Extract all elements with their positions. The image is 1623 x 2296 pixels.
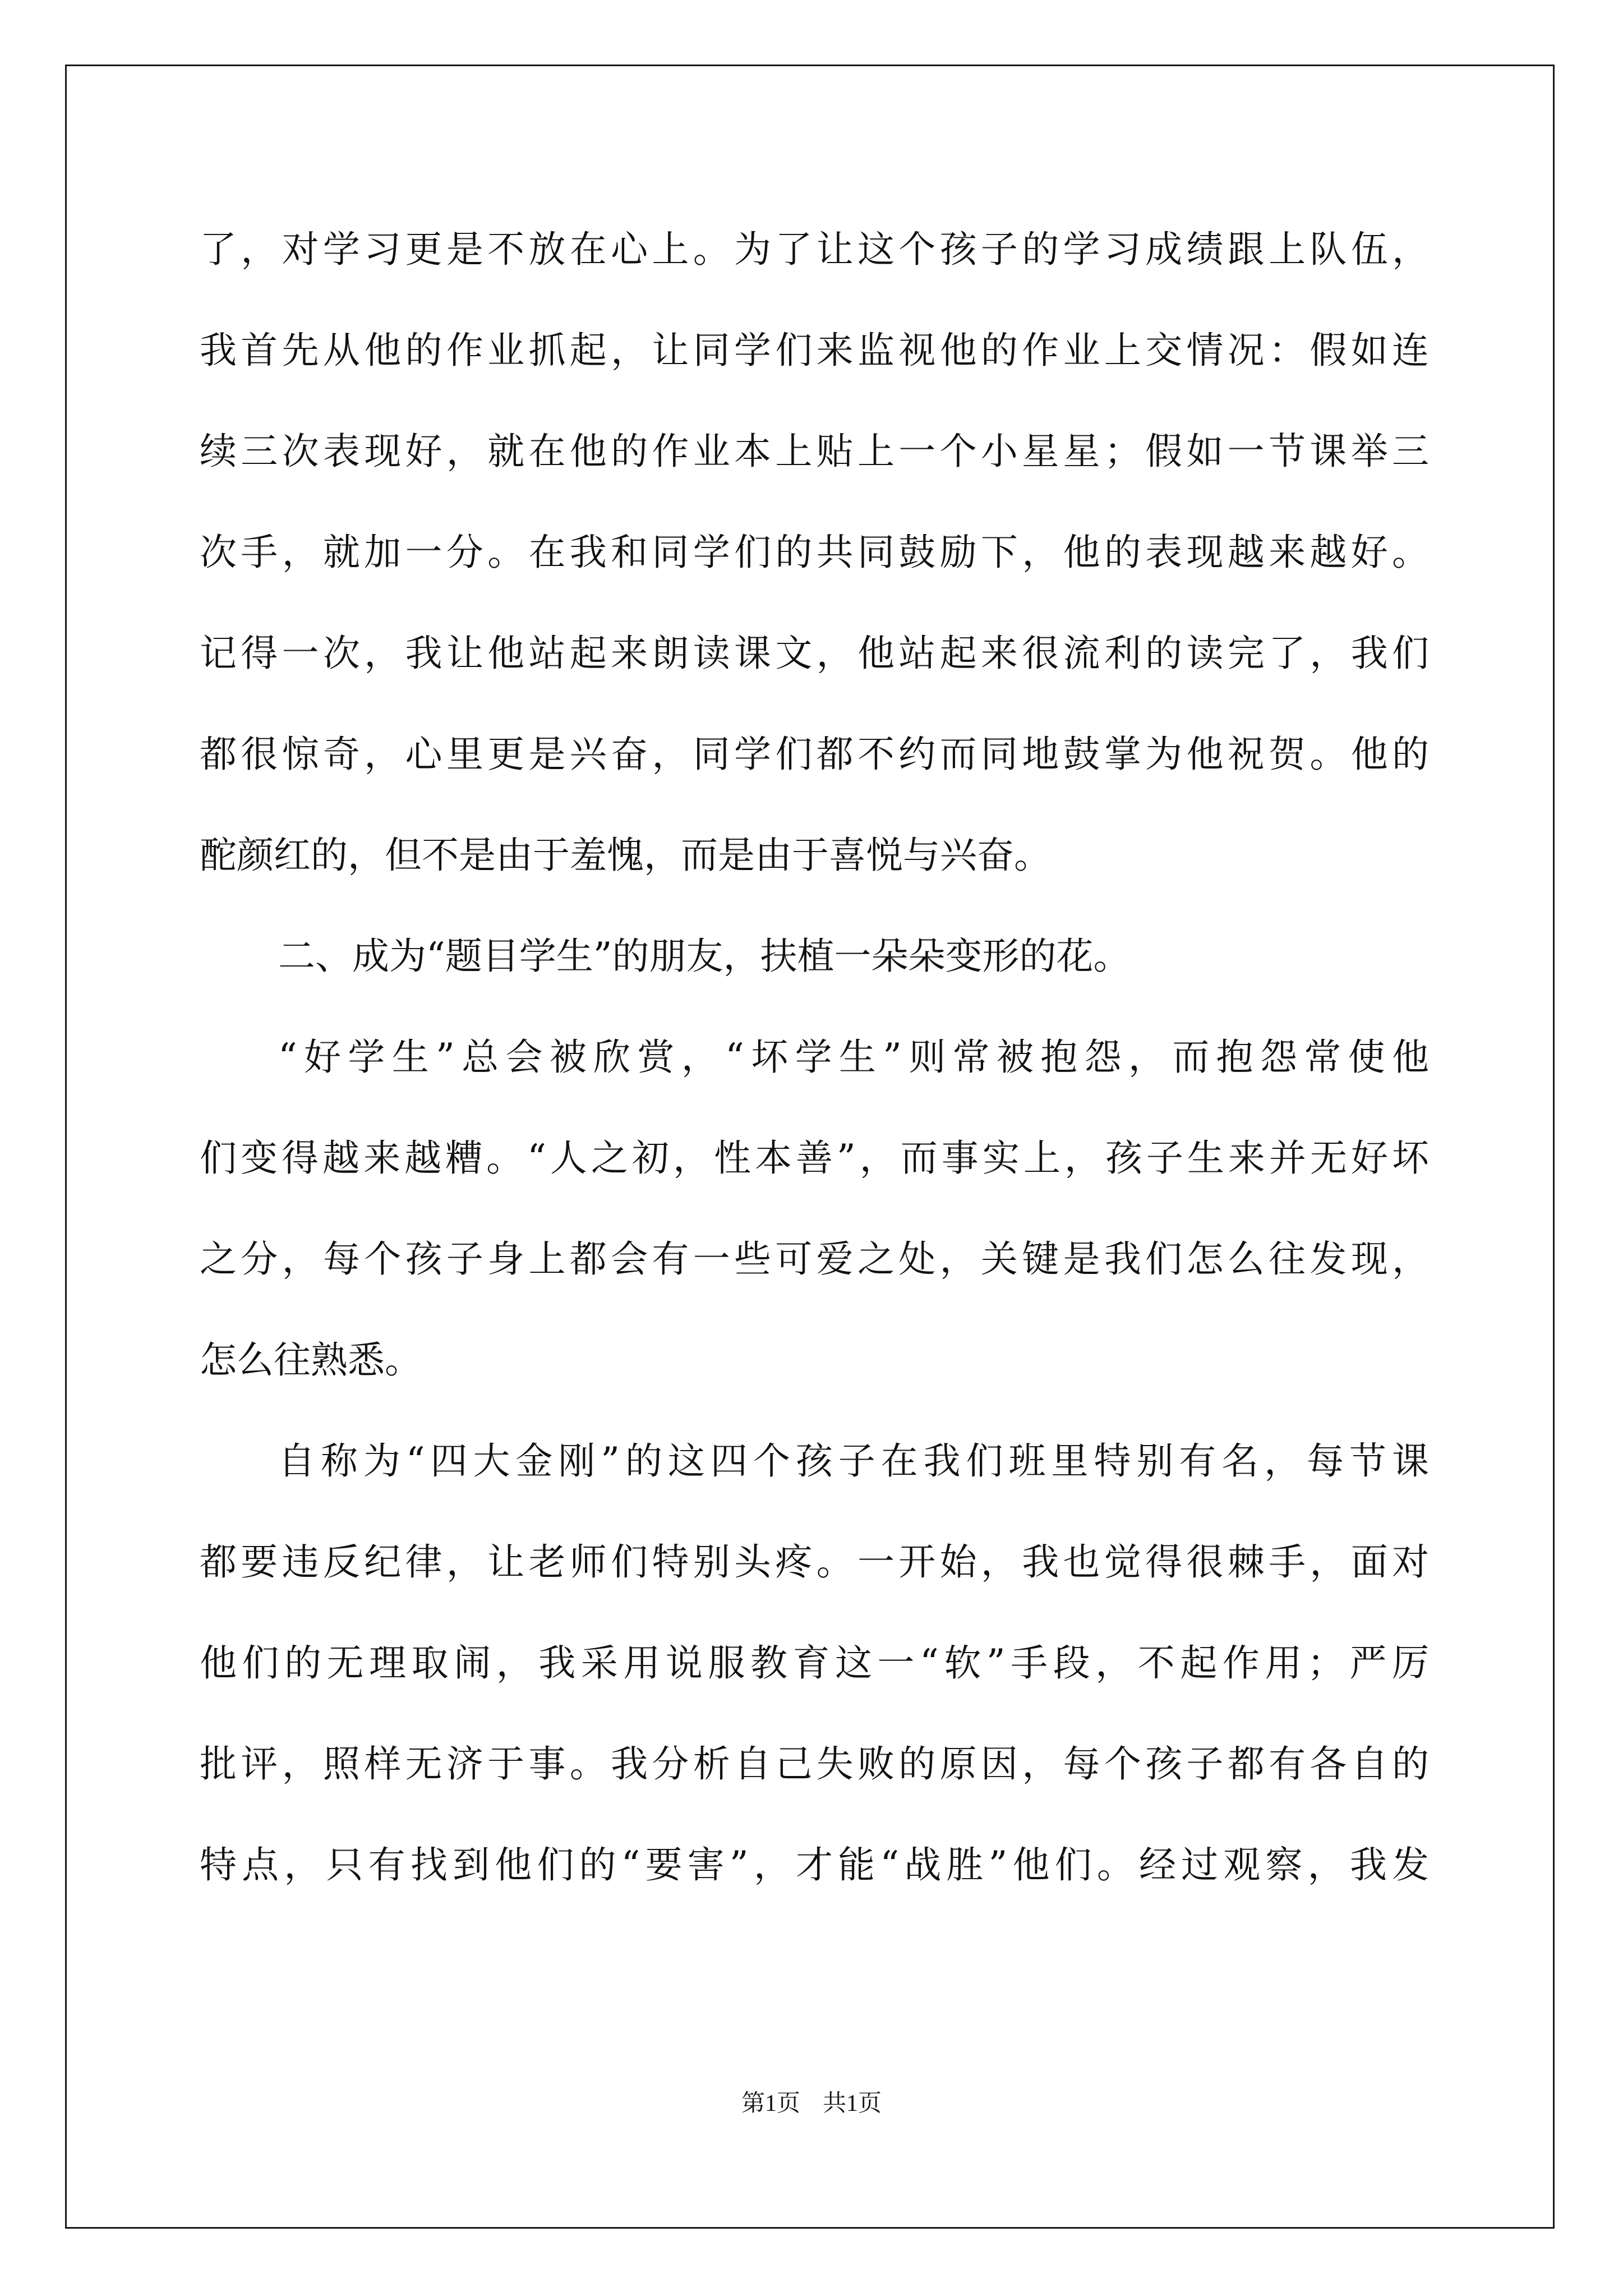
text-line: 续三次表现好，就在他的作业本上贴上一个小星星；假如一节课举三 xyxy=(200,430,1429,473)
text-line: 我首先从他的作业抓起，让同学们来监视他的作业上交情况：假如连 xyxy=(200,329,1429,372)
text-line: 自称为“四大金刚”的这四个孩子在我们班里特别有名，每节课 xyxy=(278,1439,1429,1483)
text-line: 特点，只有找到他们的“要害”，才能“战胜”他们。经过观察，我发 xyxy=(200,1843,1429,1887)
page-total: 共1页 xyxy=(823,2091,882,2116)
text-line: 他们的无理取闹，我采用说服教育这一“软”手段，不起作用；严厉 xyxy=(200,1641,1429,1685)
text-line: 都很惊奇，心里更是兴奋，同学们都不约而同地鼓掌为他祝贺。他的 xyxy=(200,733,1429,776)
page-number: 第1页 xyxy=(741,2091,800,2116)
text-line: 酡颜红的，但不是由于羞愧，而是由于喜悦与兴奋。 xyxy=(200,834,1051,877)
text-line: 了，对学习更是不放在心上。为了让这个孩子的学习成绩跟上队伍， xyxy=(200,228,1429,271)
text-line: “好学生”总会被欣赏，“坏学生”则常被抱怨，而抱怨常使他 xyxy=(278,1036,1429,1079)
page-footer xyxy=(0,2087,1623,2120)
text-line: 们变得越来越糟。“人之初，性本善”，而事实上，孩子生来并无好坏 xyxy=(200,1137,1429,1180)
text-line: 批评，照样无济于事。我分析自己失败的原因，每个孩子都有各自的 xyxy=(200,1742,1429,1786)
text-line: 次手，就加一分。在我和同学们的共同鼓励下，他的表现越来越好。 xyxy=(200,531,1429,574)
text-line: 之分，每个孩子身上都会有一些可爱之处，关键是我们怎么往发现， xyxy=(200,1237,1429,1281)
text-line: 都要违反纪律，让老师们特别头疼。一开始，我也觉得很棘手，面对 xyxy=(200,1540,1429,1584)
section-heading: 二、成为“题目学生”的朋友，扶植一朵朵变形的花。 xyxy=(278,935,1131,978)
text-line: 记得一次，我让他站起来朗读课文，他站起来很流利的读完了，我们 xyxy=(200,632,1429,675)
text-line: 怎么往熟悉。 xyxy=(200,1338,422,1382)
